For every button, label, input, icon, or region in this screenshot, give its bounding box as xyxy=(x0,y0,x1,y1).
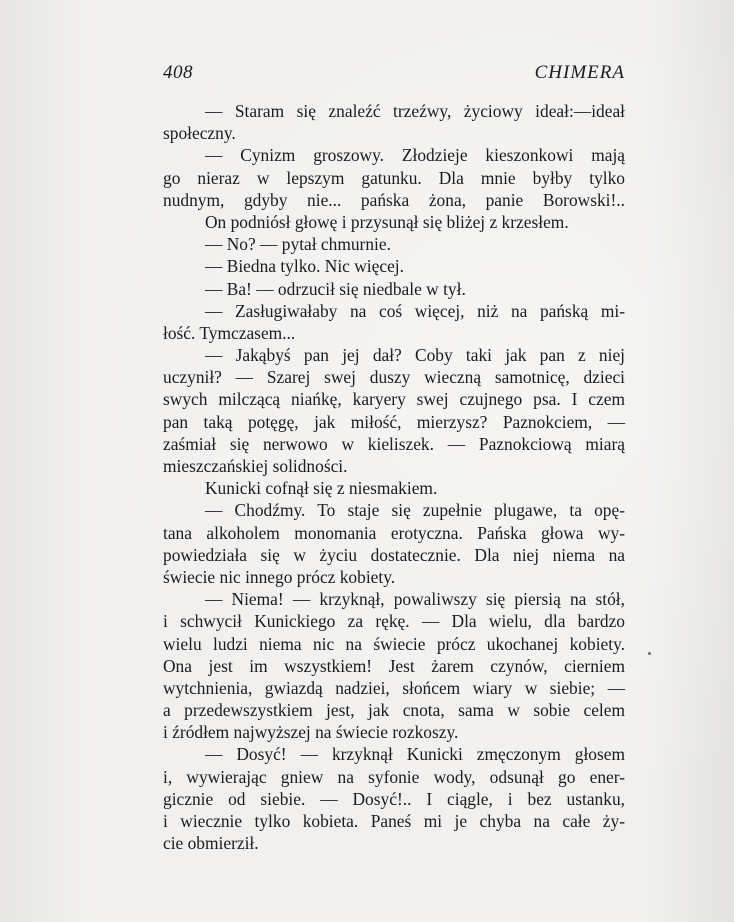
text-line: łość. Tymczasem... xyxy=(163,322,296,343)
text-line: powiedziała się w życiu dostatecznie. Dla niej niema na xyxy=(163,544,625,565)
text-line: uczynił? — Szarej swej duszy wieczną samotnicę, dzieci xyxy=(163,367,625,388)
text-line: Kunicki cofnął się z niesmakiem. xyxy=(205,478,438,499)
text-line: Ona jest im wszystkiem! Jest żarem czynów, cierniem xyxy=(163,655,625,676)
text-line: świecie nic innego prócz kobiety. xyxy=(163,566,396,587)
text-line: — Ba! — odrzucił się niedbale w tył. xyxy=(205,278,466,299)
page-header xyxy=(163,62,625,84)
text-line: — Chodźmy. To staje się zupełnie plugawe, ta opę- xyxy=(205,500,625,521)
page-number: 408 xyxy=(163,62,193,83)
text-line: — No? — pytał chmurnie. xyxy=(205,234,391,255)
text-line: i źródłem najwyższej na świecie rozkoszy. xyxy=(163,722,459,743)
running-title: CHIMERA xyxy=(534,62,625,83)
text-line: go nieraz w lepszym gatunku. Dla mnie byłby tylko xyxy=(163,167,625,188)
text-line: i, wywierając gniew na syfonie wody, odsunął go ener- xyxy=(163,766,625,787)
text-line: — Jakąbyś pan jej dał? Coby taki jak pan z niej xyxy=(205,345,625,366)
text-line: nudnym, gdyby nie... pańska żona, panie Borowski!.. xyxy=(163,189,625,210)
text-line: pan taką potęgę, jak miłość, mierzysz? Paznokciem, — xyxy=(163,411,625,432)
text-line: mieszczańskiej solidności. xyxy=(163,456,348,476)
text-line: — Staram się znaleźć trzeźwy, życiowy ideał:—ideał xyxy=(205,101,625,121)
text-line: gicznie od siebie. — Dosyć!.. I ciągle, i bez ustanku, xyxy=(163,788,625,809)
text-line: zaśmiał się nerwowo w kieliszek. — Paznokciową miarą xyxy=(163,433,625,454)
text-line: społeczny. xyxy=(163,123,236,144)
text-line: wytchnienia, gwiazdą nadziei, słońcem wiary w siebie; — xyxy=(163,677,625,698)
text-line: — Dosyć! — krzyknął Kunicki zmęczonym głosem xyxy=(205,744,625,765)
text-line: On podniósł głowę i przysunął się bliżej z krzesłem. xyxy=(205,211,569,232)
text-line: — Biedna tylko. Nic więcej. xyxy=(205,256,404,277)
text-line: — Cynizm groszowy. Złodzieje kieszonkowi mają xyxy=(205,145,625,166)
text-line: — Zasługiwałaby na coś więcej, niż na pańską mi- xyxy=(205,300,625,321)
text-line: i schwycił Kunickiego za rękę. — Dla wielu, dla bardzo xyxy=(163,611,625,632)
text-line: tana alkoholem monomania erotyczna. Pańska głowa wy- xyxy=(163,522,625,543)
text-line: cie obmierził. xyxy=(163,833,259,854)
text-line: — Niema! — krzyknął, powaliwszy się piersią na stół, xyxy=(205,589,625,610)
text-line: a przedewszystkiem jest, jak cnota, sama w sobie celem xyxy=(163,700,625,721)
text-line: i wiecznie tylko kobieta. Paneś mi je chyba na całe ży- xyxy=(163,811,625,831)
paper-speck xyxy=(648,652,651,655)
body-text xyxy=(163,100,625,854)
text-line: swych milczącą niańkę, karyery swej czujnego psa. I czem xyxy=(163,389,625,410)
text-line: wielu ludzi niema nic na świecie prócz ukochanej kobiety. xyxy=(163,633,625,654)
